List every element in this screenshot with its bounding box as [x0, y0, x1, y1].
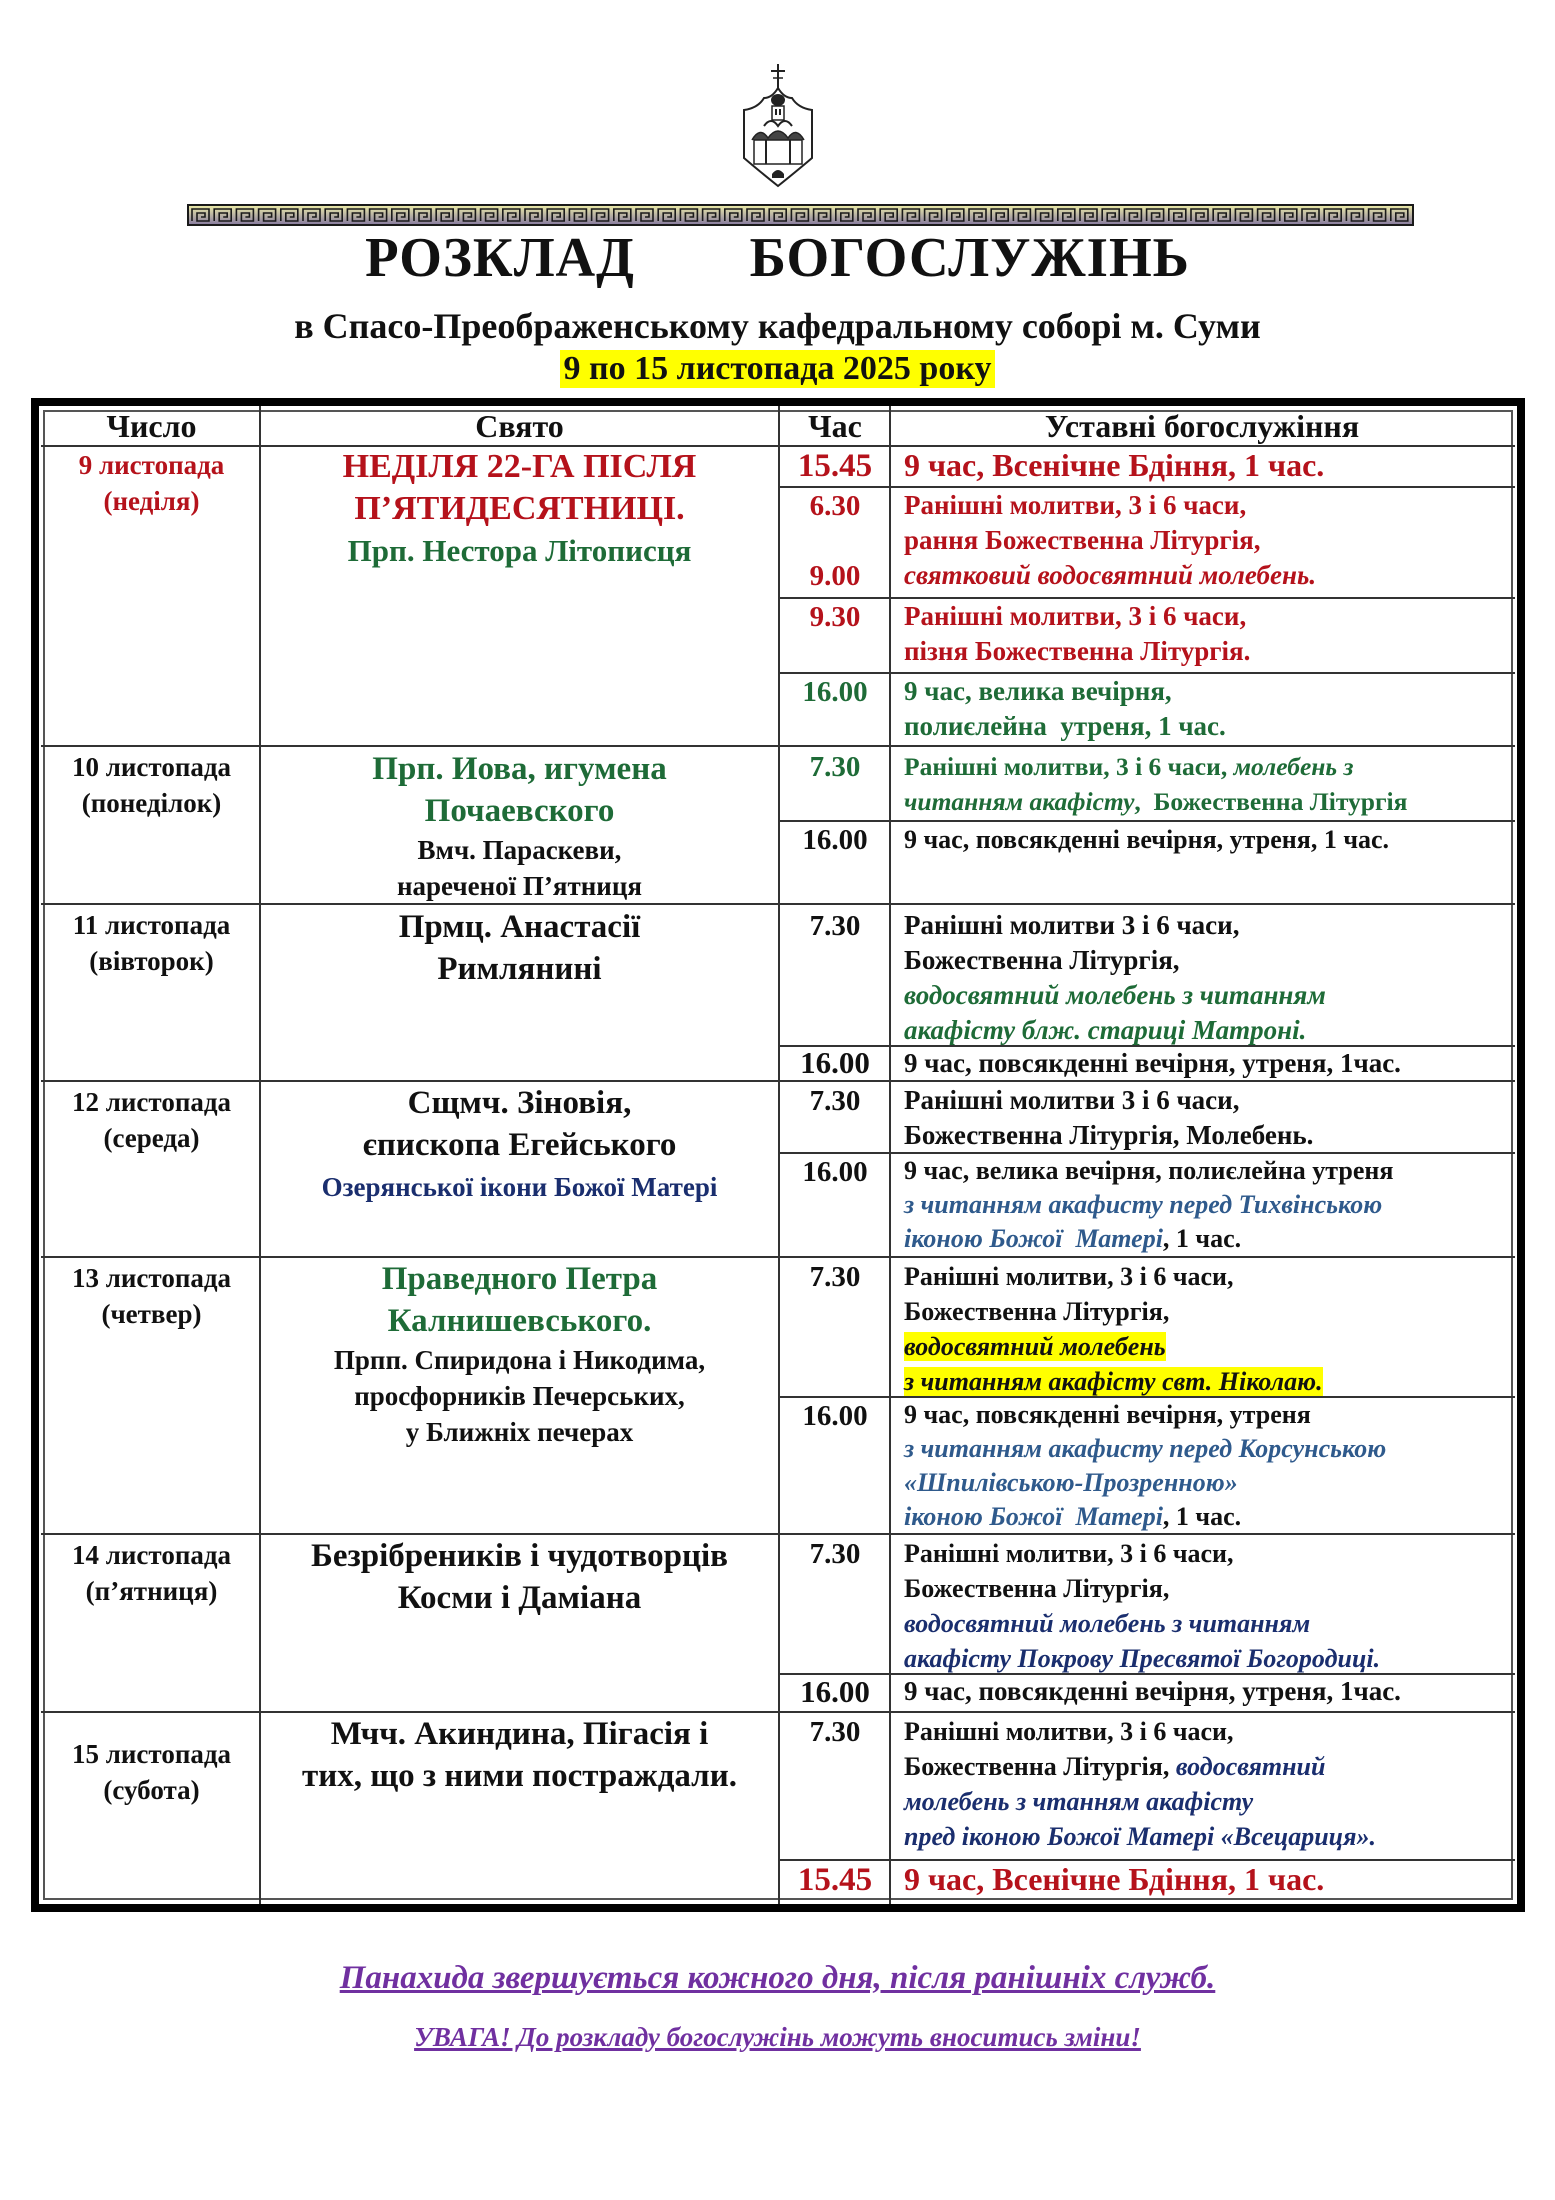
feast-title: Прп. Иова, игумена	[372, 751, 667, 787]
greek-key-unit	[680, 209, 697, 221]
highlighted-service-line: водосвятний молебень	[904, 1332, 1166, 1361]
feast-title: тих, що з ними постраждали.	[302, 1758, 737, 1794]
service-line: «Шпилівською-Прозренною»	[904, 1468, 1238, 1497]
service-line: молебень з чтанням акафісту	[904, 1787, 1254, 1816]
greek-key-unit	[370, 209, 387, 221]
date-label: 13 листопада	[71, 1263, 232, 1293]
greek-key-unit	[503, 209, 520, 221]
weekday-label: (середа)	[103, 1123, 200, 1153]
feast-title: НЕДІЛЯ 22-ГА ПІСЛЯ	[342, 448, 697, 485]
service-line: Ранішні молитви 3 і 6 часи,	[904, 910, 1240, 940]
greek-key-unit	[236, 209, 253, 221]
greek-key-unit	[880, 209, 897, 221]
feast-cell	[262, 748, 777, 904]
greek-key-unit	[481, 209, 498, 221]
service-line: Божественна Літургія,	[904, 945, 1180, 975]
service-time: 7.30	[809, 1716, 861, 1748]
feast-title: Прмц. Анастасії	[398, 909, 641, 945]
service-line: Божественна Літургія,	[904, 1297, 1170, 1326]
service-time: 15.45	[797, 1862, 873, 1898]
greek-key-unit	[281, 209, 298, 221]
service-line-italic: іконою Божої Матері	[904, 1502, 1163, 1531]
service-desc: 9 час, повсякденні вечірня, утреня, 1 час.	[904, 825, 1390, 854]
weekday-label: (понеділок)	[81, 788, 222, 818]
service-line: Ранішні молитви, 3 і 6 часи,	[904, 601, 1247, 631]
service-time: 16.00	[802, 824, 868, 856]
service-desc	[904, 599, 1516, 669]
greek-key-unit	[1102, 209, 1119, 221]
greek-key-unit	[547, 209, 564, 221]
feast-saint: Прпп. Спиридона і Никодима,	[333, 1345, 706, 1375]
feast-cell	[262, 1535, 777, 1619]
column-header-feast: Свято	[475, 408, 564, 444]
service-time-2: 9.00	[809, 560, 861, 592]
day-date	[45, 907, 258, 979]
date-range: 9 по 15 листопада 2025 року	[560, 350, 996, 388]
service-line: Божественна Літургія, Молебень.	[904, 1120, 1314, 1150]
greek-key-unit	[858, 209, 875, 221]
service-line: Божественна Літургія,	[904, 1574, 1170, 1603]
row-divider	[41, 745, 1515, 747]
service-time: 6.30	[809, 490, 861, 522]
feast-saint: Вмч. Параскеви,	[417, 835, 622, 865]
service-time: 7.30	[809, 1085, 861, 1117]
service-line: Ранішні молитви, 3 і 6 часи,	[904, 1539, 1234, 1568]
day-date	[45, 749, 258, 821]
service-time: 16.00	[802, 1400, 868, 1432]
feast-cell	[262, 906, 777, 990]
service-line: водосвятний молебень з читанням	[904, 980, 1326, 1010]
greek-key-unit	[703, 209, 720, 221]
greek-key-unit	[969, 209, 986, 221]
service-line: Ранішні молитви, 3 і 6 часи,	[904, 1262, 1234, 1291]
service-line-italic: молебень з	[1233, 752, 1354, 781]
service-line: акафісту блж. стариці Матроні.	[904, 1015, 1307, 1045]
service-time: 15.45	[797, 448, 873, 484]
feast-saint: у Ближніх печерах	[405, 1417, 634, 1447]
greek-key-unit	[769, 209, 786, 221]
greek-key-ornament	[187, 204, 1414, 226]
service-desc: 9 час, Всенічне Бдіння, 1 час.	[904, 447, 1325, 483]
col-divider-date	[259, 406, 261, 1904]
greek-key-unit	[1302, 209, 1319, 221]
service-line: Ранішні молитви, 3 і 6 часи,	[904, 752, 1234, 781]
service-desc: 9 час, повсякденні вечірня, утреня, 1час.	[904, 1048, 1401, 1078]
greek-key-unit	[925, 209, 942, 221]
service-line: рання Божественна Літургія,	[904, 525, 1261, 555]
service-time: 7.30	[809, 1538, 861, 1570]
greek-key-unit	[592, 209, 609, 221]
service-line: Божественна Літургія,	[904, 1752, 1176, 1781]
feast-cell	[262, 1713, 777, 1797]
greek-key-unit	[347, 209, 364, 221]
service-line: Ранішні молитви 3 і 6 часи,	[904, 1085, 1240, 1115]
service-desc	[904, 488, 1516, 593]
service-line: водосвятний молебень з читанням	[904, 1609, 1311, 1638]
column-header-date: Число	[106, 408, 197, 444]
greek-key-unit	[458, 209, 475, 221]
service-desc	[904, 749, 1516, 819]
service-time: 7.30	[809, 1261, 861, 1293]
service-desc: 9 час, повсякденні вечірня, утреня, 1час.	[904, 1676, 1401, 1706]
day-date	[45, 1260, 258, 1332]
service-time: 16.00	[802, 1156, 868, 1188]
greek-key-unit	[1391, 209, 1408, 221]
feast-saint: просфорників Печерських,	[354, 1381, 685, 1411]
cathedral-emblem-icon	[738, 62, 818, 188]
service-line: святковий водосвятний молебень.	[904, 560, 1317, 590]
weekday-label: (неділя)	[103, 486, 200, 516]
greek-key-unit	[569, 209, 586, 221]
feast-title: Праведного Петра	[381, 1261, 658, 1297]
greek-key-unit	[658, 209, 675, 221]
service-desc	[904, 1154, 1516, 1256]
weekday-label: (п’ятниця)	[85, 1576, 218, 1606]
weekday-label: (субота)	[103, 1775, 200, 1805]
service-line: полиєлейна утреня, 1 час.	[904, 711, 1226, 741]
date-range-wrap	[0, 350, 1555, 388]
greek-key-unit	[636, 209, 653, 221]
feast-saint: Прп. Нестора Літописця	[347, 533, 692, 568]
service-line-italic: читанням акафісту	[904, 787, 1135, 816]
day-date	[45, 1736, 258, 1808]
service-line: з читанням акафисту перед Тихвінською	[904, 1190, 1383, 1219]
service-line: з читанням акафисту перед Корсунською	[904, 1434, 1387, 1463]
col-divider-feast	[778, 406, 780, 1904]
feast-saint: нареченої П’ятниця	[396, 871, 643, 901]
service-desc	[904, 1398, 1516, 1534]
service-desc	[904, 1083, 1516, 1153]
service-time: 16.00	[800, 1674, 870, 1709]
greek-key-unit	[325, 209, 342, 221]
feast-cell	[262, 1258, 777, 1450]
greek-key-unit	[791, 209, 808, 221]
feast-title: Римлянині	[437, 951, 602, 987]
highlighted-service-line: з читанням акафісту свт. Ніколаю.	[904, 1367, 1323, 1396]
greek-key-unit	[1036, 209, 1053, 221]
service-line: 9 час, повсякденні вечірня, утреня	[904, 1400, 1311, 1429]
service-desc: 9 час, Всенічне Бдіння, 1 час.	[904, 1861, 1325, 1897]
service-time: 7.30	[809, 910, 861, 942]
date-label: 15 листопада	[71, 1739, 232, 1769]
greek-key-unit	[1058, 209, 1075, 221]
service-time: 9.30	[809, 601, 861, 633]
service-desc	[904, 908, 1516, 1048]
greek-key-unit	[614, 209, 631, 221]
feast-title: Почаевского	[424, 793, 615, 829]
greek-key-unit	[192, 209, 209, 221]
feast-title: Безрібреників і чудотворців	[311, 1538, 728, 1574]
greek-key-unit	[836, 209, 853, 221]
greek-key-unit	[1013, 209, 1030, 221]
greek-key-unit	[1213, 209, 1230, 221]
greek-key-unit	[1369, 209, 1386, 221]
greek-key-unit	[1280, 209, 1297, 221]
service-line: , Божественна Літургія	[1134, 787, 1408, 816]
service-line: пізня Божественна Літургія.	[904, 636, 1251, 666]
schedule-change-warning: УВАГА! До розкладу богослужінь можуть вноситись зміни!	[414, 2022, 1141, 2052]
service-line: , 1 час.	[1162, 1224, 1242, 1253]
feast-title: Калнишевського.	[387, 1303, 652, 1339]
column-header-time: Час	[808, 408, 862, 444]
page-subtitle: в Спасо-Преображенському кафедральному соборі м. Суми	[294, 306, 1261, 346]
service-time: 16.00	[800, 1045, 870, 1080]
service-desc	[904, 674, 1516, 744]
feast-cell	[262, 446, 777, 572]
day-date	[45, 447, 258, 519]
feast-cell	[262, 1082, 777, 1208]
feast-title: Сщмч. Зіновія,	[407, 1085, 632, 1121]
feast-saint: Озерянської ікони Божої Матері	[321, 1172, 718, 1202]
greek-key-unit	[1147, 209, 1164, 221]
service-time: 16.00	[802, 676, 868, 708]
greek-key-unit	[1258, 209, 1275, 221]
service-line: Ранішні молитви, 3 і 6 часи,	[904, 1717, 1234, 1746]
service-line-italic: іконою Божої Матері	[904, 1224, 1163, 1253]
memorial-service-note: Панахида звершується кожного дня, після ранішніх служб.	[339, 1960, 1216, 1996]
date-label: 9 листопада	[78, 450, 225, 480]
day-date	[45, 1084, 258, 1156]
date-label: 12 листопада	[71, 1087, 232, 1117]
greek-key-unit	[303, 209, 320, 221]
service-line: акафісту Покрову Пресвятої Богородиці.	[904, 1644, 1381, 1673]
service-time: 7.30	[809, 751, 861, 783]
greek-key-unit	[1346, 209, 1363, 221]
date-label: 11 листопада	[72, 910, 231, 940]
greek-key-unit	[414, 209, 431, 221]
service-line: 9 час, велика вечірня,	[904, 676, 1172, 706]
column-header-services: Уставні богослужіння	[1044, 408, 1360, 444]
page-title: РОЗКЛАД БОГОСЛУЖІНЬ	[365, 227, 1190, 289]
greek-key-unit	[1124, 209, 1141, 221]
date-label: 14 листопада	[71, 1540, 232, 1570]
greek-key-unit	[214, 209, 231, 221]
service-desc	[904, 1536, 1516, 1676]
greek-key-unit	[1191, 209, 1208, 221]
date-label: 10 листопада	[71, 752, 232, 782]
service-desc	[904, 1259, 1516, 1399]
col-divider-time	[889, 406, 891, 1904]
greek-key-unit	[947, 209, 964, 221]
feast-title: П’ЯТИДЕСЯТНИЦІ.	[354, 490, 685, 527]
service-desc	[904, 1714, 1516, 1854]
service-line-italic: водосвятний	[1175, 1752, 1326, 1781]
greek-key-unit	[1324, 209, 1341, 221]
greek-key-unit	[392, 209, 409, 221]
feast-title: Косми і Даміана	[397, 1580, 642, 1616]
feast-title: Мчч. Акиндина, Пігасія і	[330, 1716, 709, 1752]
greek-key-unit	[902, 209, 919, 221]
service-line: Ранішні молитви, 3 і 6 часи,	[904, 490, 1247, 520]
service-line: пред іконою Божої Матері «Всецариця».	[904, 1822, 1377, 1851]
greek-key-unit	[991, 209, 1008, 221]
greek-key-unit	[1080, 209, 1097, 221]
greek-key-unit	[814, 209, 831, 221]
greek-key-unit	[725, 209, 742, 221]
greek-key-unit	[1169, 209, 1186, 221]
weekday-label: (вівторок)	[89, 946, 214, 976]
day-date	[45, 1537, 258, 1609]
greek-key-unit	[436, 209, 453, 221]
greek-key-unit	[259, 209, 276, 221]
service-line: 9 час, велика вечірня, полиєлейна утреня	[904, 1156, 1394, 1185]
greek-key-unit	[525, 209, 542, 221]
greek-key-unit	[747, 209, 764, 221]
greek-key-unit	[1235, 209, 1252, 221]
weekday-label: (четвер)	[101, 1299, 202, 1329]
service-line: , 1 час.	[1162, 1502, 1242, 1531]
feast-title: єпископа Егейського	[362, 1127, 677, 1163]
